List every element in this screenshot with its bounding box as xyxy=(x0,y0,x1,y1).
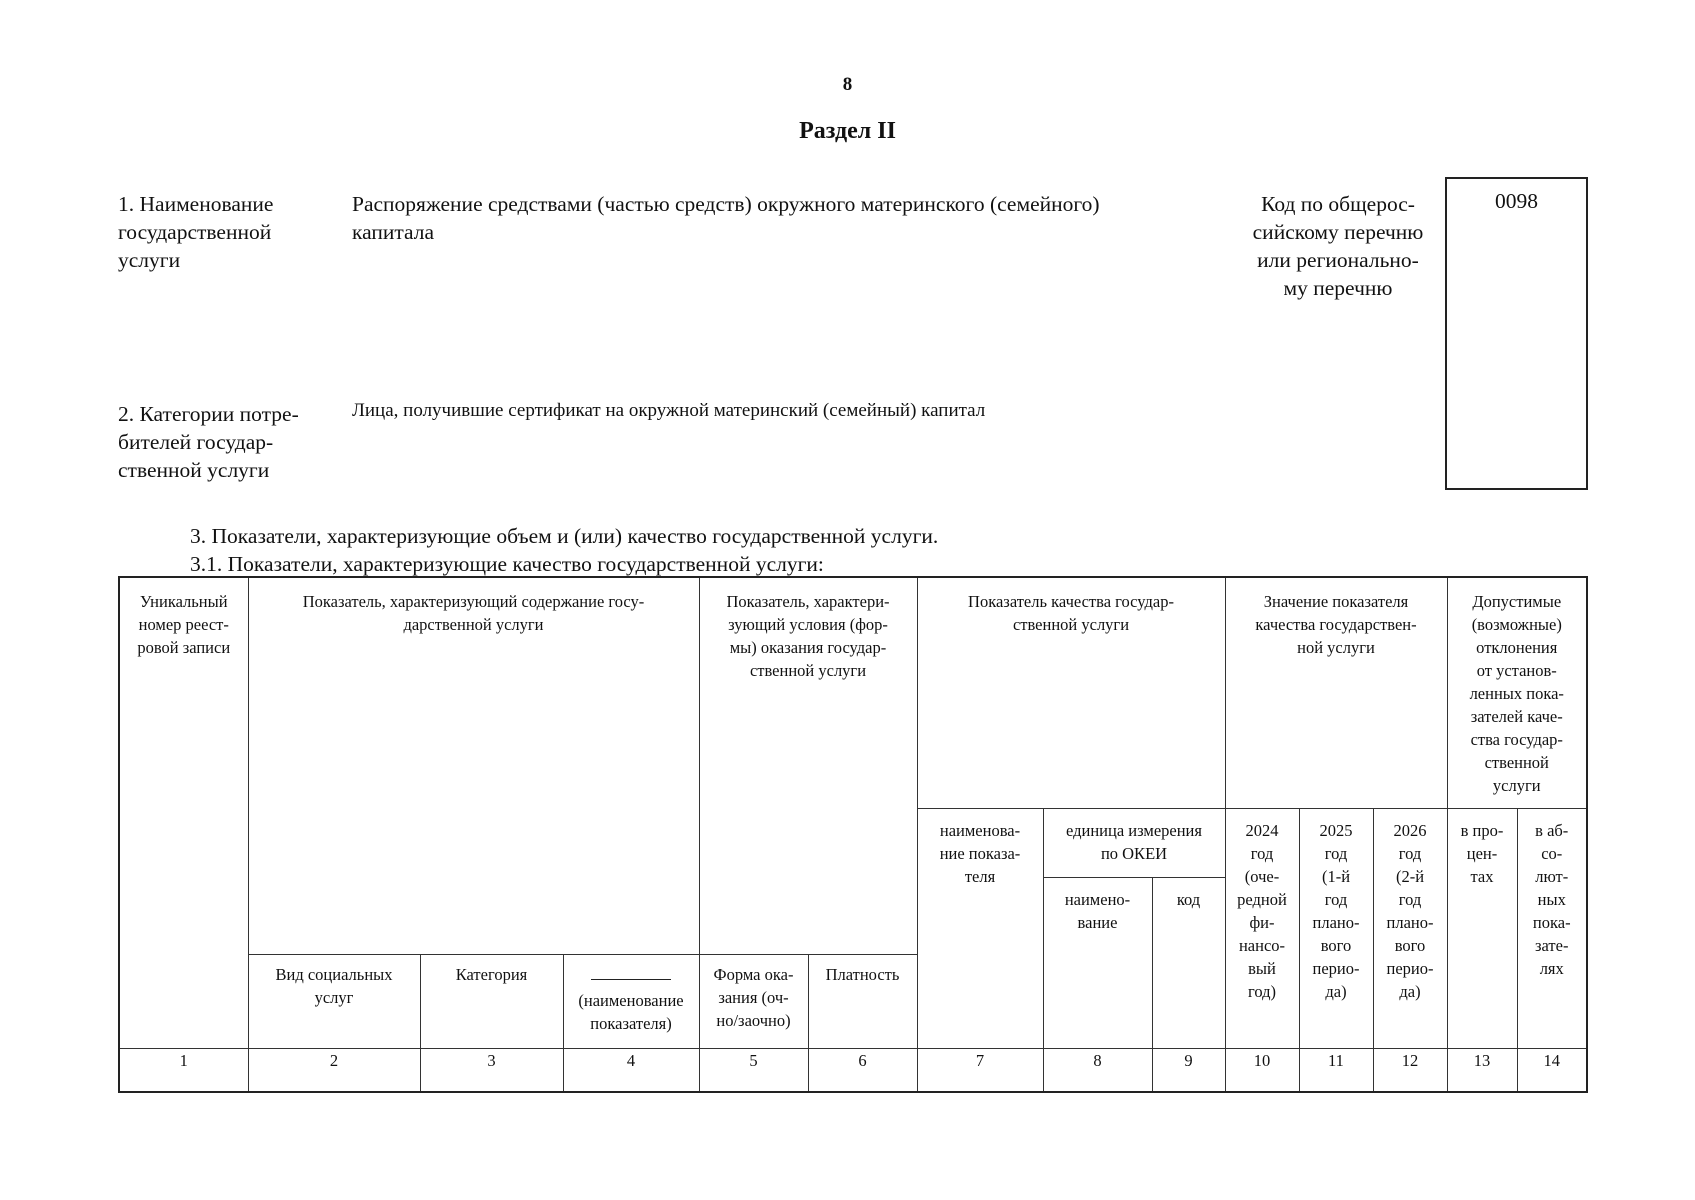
header-quality-indicator xyxy=(917,577,1225,808)
header-unique-number xyxy=(119,577,248,1048)
col-payment xyxy=(808,954,917,1048)
header-conditions-indicator xyxy=(699,577,917,954)
header-text-line: плано- xyxy=(1312,912,1360,932)
header-text-line: (1-й xyxy=(1321,866,1351,886)
column-number: 9 xyxy=(1152,1048,1225,1092)
column-number: 8 xyxy=(1043,1048,1152,1092)
item1-value xyxy=(352,190,1232,246)
column-number: 1 xyxy=(119,1048,248,1092)
header-text-line: вый xyxy=(1248,958,1276,978)
col-form-of-provision xyxy=(699,954,808,1048)
header-text-line: в про- xyxy=(1460,820,1504,840)
header-text-line: услуги xyxy=(1492,776,1541,795)
header-text-line: по ОКЕИ xyxy=(1100,843,1168,863)
header-text-line: да) xyxy=(1325,981,1347,1001)
col-unit-name xyxy=(1043,877,1152,1048)
column-number: 11 xyxy=(1299,1048,1373,1092)
header-text-line: (оче- xyxy=(1244,866,1280,886)
header-text-line: Форма ока- xyxy=(713,964,794,984)
column-number: 2 xyxy=(248,1048,420,1092)
code-label-line: му перечню xyxy=(1283,276,1393,300)
header-indicator-value xyxy=(1225,577,1447,808)
header-text-line: Показатель качества государ- xyxy=(968,592,1174,611)
item1-label-line: государственной xyxy=(118,220,272,244)
col-absolute xyxy=(1517,808,1587,1048)
header-text-line: Допустимые xyxy=(1472,592,1562,611)
page-number: 8 xyxy=(842,74,853,95)
item2-label-line: бителей государ- xyxy=(118,430,274,454)
header-text-line: Вид социальных xyxy=(275,964,393,984)
column-number: 5 xyxy=(699,1048,808,1092)
header-text-line: качества государствен- xyxy=(1255,615,1417,634)
item1-label-line: услуги xyxy=(118,248,181,272)
header-text-line: дарственной услуги xyxy=(403,615,544,634)
col-category xyxy=(420,954,563,1048)
blank-line xyxy=(566,963,697,989)
header-text-line: год xyxy=(1398,889,1422,909)
header-text-line: Категория xyxy=(455,964,528,984)
header-text-line: Показатель, характери- xyxy=(726,592,890,611)
col-indicator-placeholder xyxy=(563,954,699,1048)
col-percent xyxy=(1447,808,1517,1048)
quality-indicators-table xyxy=(118,576,1588,1093)
col-year-2024 xyxy=(1225,808,1299,1048)
header-text-line: да) xyxy=(1399,981,1421,1001)
header-text-line: ства государ- xyxy=(1470,730,1563,749)
col-unit-okei xyxy=(1043,808,1225,877)
header-text-line: (наименование xyxy=(578,990,684,1010)
column-number: 7 xyxy=(917,1048,1043,1092)
item2-label-line: ственной услуги xyxy=(118,458,270,482)
header-content-indicator xyxy=(248,577,699,954)
header-text-line: ных xyxy=(1537,889,1566,909)
code-label xyxy=(1233,190,1443,302)
column-numbers-row xyxy=(119,1048,1587,1092)
header-text-line: наимено- xyxy=(1064,889,1131,909)
header-text-line: отклонения xyxy=(1476,638,1558,657)
header-text-line: Платность xyxy=(825,964,900,984)
header-text-line: единица измерения xyxy=(1066,820,1202,840)
header-text-line: ственной xyxy=(1484,753,1549,772)
header-text-line: ственной услуги xyxy=(1012,615,1130,634)
code-label-line: или регионально- xyxy=(1257,248,1419,272)
header-text-line: ственной услуги xyxy=(749,661,867,680)
header-text-line: наименова- xyxy=(939,820,1021,840)
item1-label-line: 1. Наименование xyxy=(118,192,274,216)
header-text-line: Значение показателя xyxy=(1263,592,1409,611)
header-text-line: вого xyxy=(1394,935,1426,955)
column-number: 10 xyxy=(1225,1048,1299,1092)
heading-3-1: 3.1. Показатели, характеризующие качество государственной услуги: xyxy=(190,552,824,576)
header-text-line: фи- xyxy=(1249,912,1275,932)
header-text-line: (2-й xyxy=(1395,866,1425,886)
header-text-line: перио- xyxy=(1312,958,1360,978)
header-text-line: код xyxy=(1176,889,1201,909)
column-number: 12 xyxy=(1373,1048,1447,1092)
header-text-line: ной услуги xyxy=(1297,638,1375,657)
heading-3: 3. Показатели, характеризующие объем и (или) качество государственной услуги. xyxy=(190,524,939,548)
column-number: 14 xyxy=(1517,1048,1587,1092)
header-text-line: ленных пока- xyxy=(1469,684,1564,703)
header-text-line: год xyxy=(1398,843,1422,863)
item1-label xyxy=(118,190,328,274)
header-deviations xyxy=(1447,577,1587,808)
code-label-line: Код по общерос- xyxy=(1261,192,1415,216)
item1-value-line: Распоряжение средствами (частью средств) окружного материнского (семейного) xyxy=(352,192,1100,216)
header-text-line: год xyxy=(1324,843,1348,863)
header-text-line: со- xyxy=(1541,843,1563,863)
header-text-line: Показатель, характеризующий содержание госу- xyxy=(302,592,645,611)
header-text-line: услуг xyxy=(314,987,354,1007)
code-box xyxy=(1445,177,1588,490)
item2-label xyxy=(118,400,328,484)
header-text-line: 2026 xyxy=(1393,820,1427,840)
item1-value-line: капитала xyxy=(352,220,435,244)
header-text-line: мы) оказания государ- xyxy=(729,638,887,657)
column-number: 3 xyxy=(420,1048,563,1092)
column-number: 6 xyxy=(808,1048,917,1092)
column-number: 4 xyxy=(563,1048,699,1092)
item2-value: Лица, получившие сертификат на окружной материнский (семейный) капитал xyxy=(352,400,986,421)
header-text-line: зания (оч- xyxy=(718,987,789,1007)
header-text-line: от установ- xyxy=(1476,661,1557,680)
col-unit-code xyxy=(1152,877,1225,1048)
code-label-line: сийскому перечню xyxy=(1252,220,1424,244)
header-text-line: лях xyxy=(1539,958,1564,978)
header-text-line: номер реест- xyxy=(138,615,229,634)
header-text-line: Уникальный xyxy=(139,592,228,611)
col-indicator-name xyxy=(917,808,1043,1048)
col-vid-social-services xyxy=(248,954,420,1048)
header-text-line: вание xyxy=(1077,912,1118,932)
col-year-2026 xyxy=(1373,808,1447,1048)
col-year-2025 xyxy=(1299,808,1373,1048)
header-text-line: вого xyxy=(1320,935,1352,955)
header-text-line: в аб- xyxy=(1535,820,1569,840)
header-text-line: плано- xyxy=(1386,912,1434,932)
header-text-line: лют- xyxy=(1535,866,1569,886)
header-text-line: 2025 xyxy=(1319,820,1353,840)
code-value: 0098 xyxy=(1495,189,1538,213)
header-text-line: тах xyxy=(1470,866,1494,886)
header-text-line: нансо- xyxy=(1238,935,1286,955)
item2-label-line: 2. Категории потре- xyxy=(118,402,299,426)
header-text-line: пока- xyxy=(1532,912,1571,932)
header-text-line: редной xyxy=(1237,889,1287,909)
header-text-line: ние показа- xyxy=(939,843,1021,863)
header-text-line: цен- xyxy=(1466,843,1498,863)
header-text-line: но/заочно) xyxy=(716,1010,791,1030)
header-text-line: зате- xyxy=(1535,935,1569,955)
header-text-line: ровой записи xyxy=(137,638,231,657)
header-text-line: год xyxy=(1250,843,1274,863)
header-text-line: (возможные) xyxy=(1471,615,1562,634)
header-text-line: 2024 xyxy=(1245,820,1279,840)
header-text-line: перио- xyxy=(1386,958,1434,978)
header-text-line: показателя) xyxy=(590,1013,672,1033)
header-text-line: зующий условия (фор- xyxy=(728,615,888,634)
column-number: 13 xyxy=(1447,1048,1517,1092)
section-title: Раздел II xyxy=(799,118,896,144)
header-text-line: зателей каче- xyxy=(1470,707,1563,726)
header-text-line: год xyxy=(1324,889,1348,909)
header-text-line: теля xyxy=(964,866,996,886)
header-text-line: год) xyxy=(1247,981,1277,1001)
